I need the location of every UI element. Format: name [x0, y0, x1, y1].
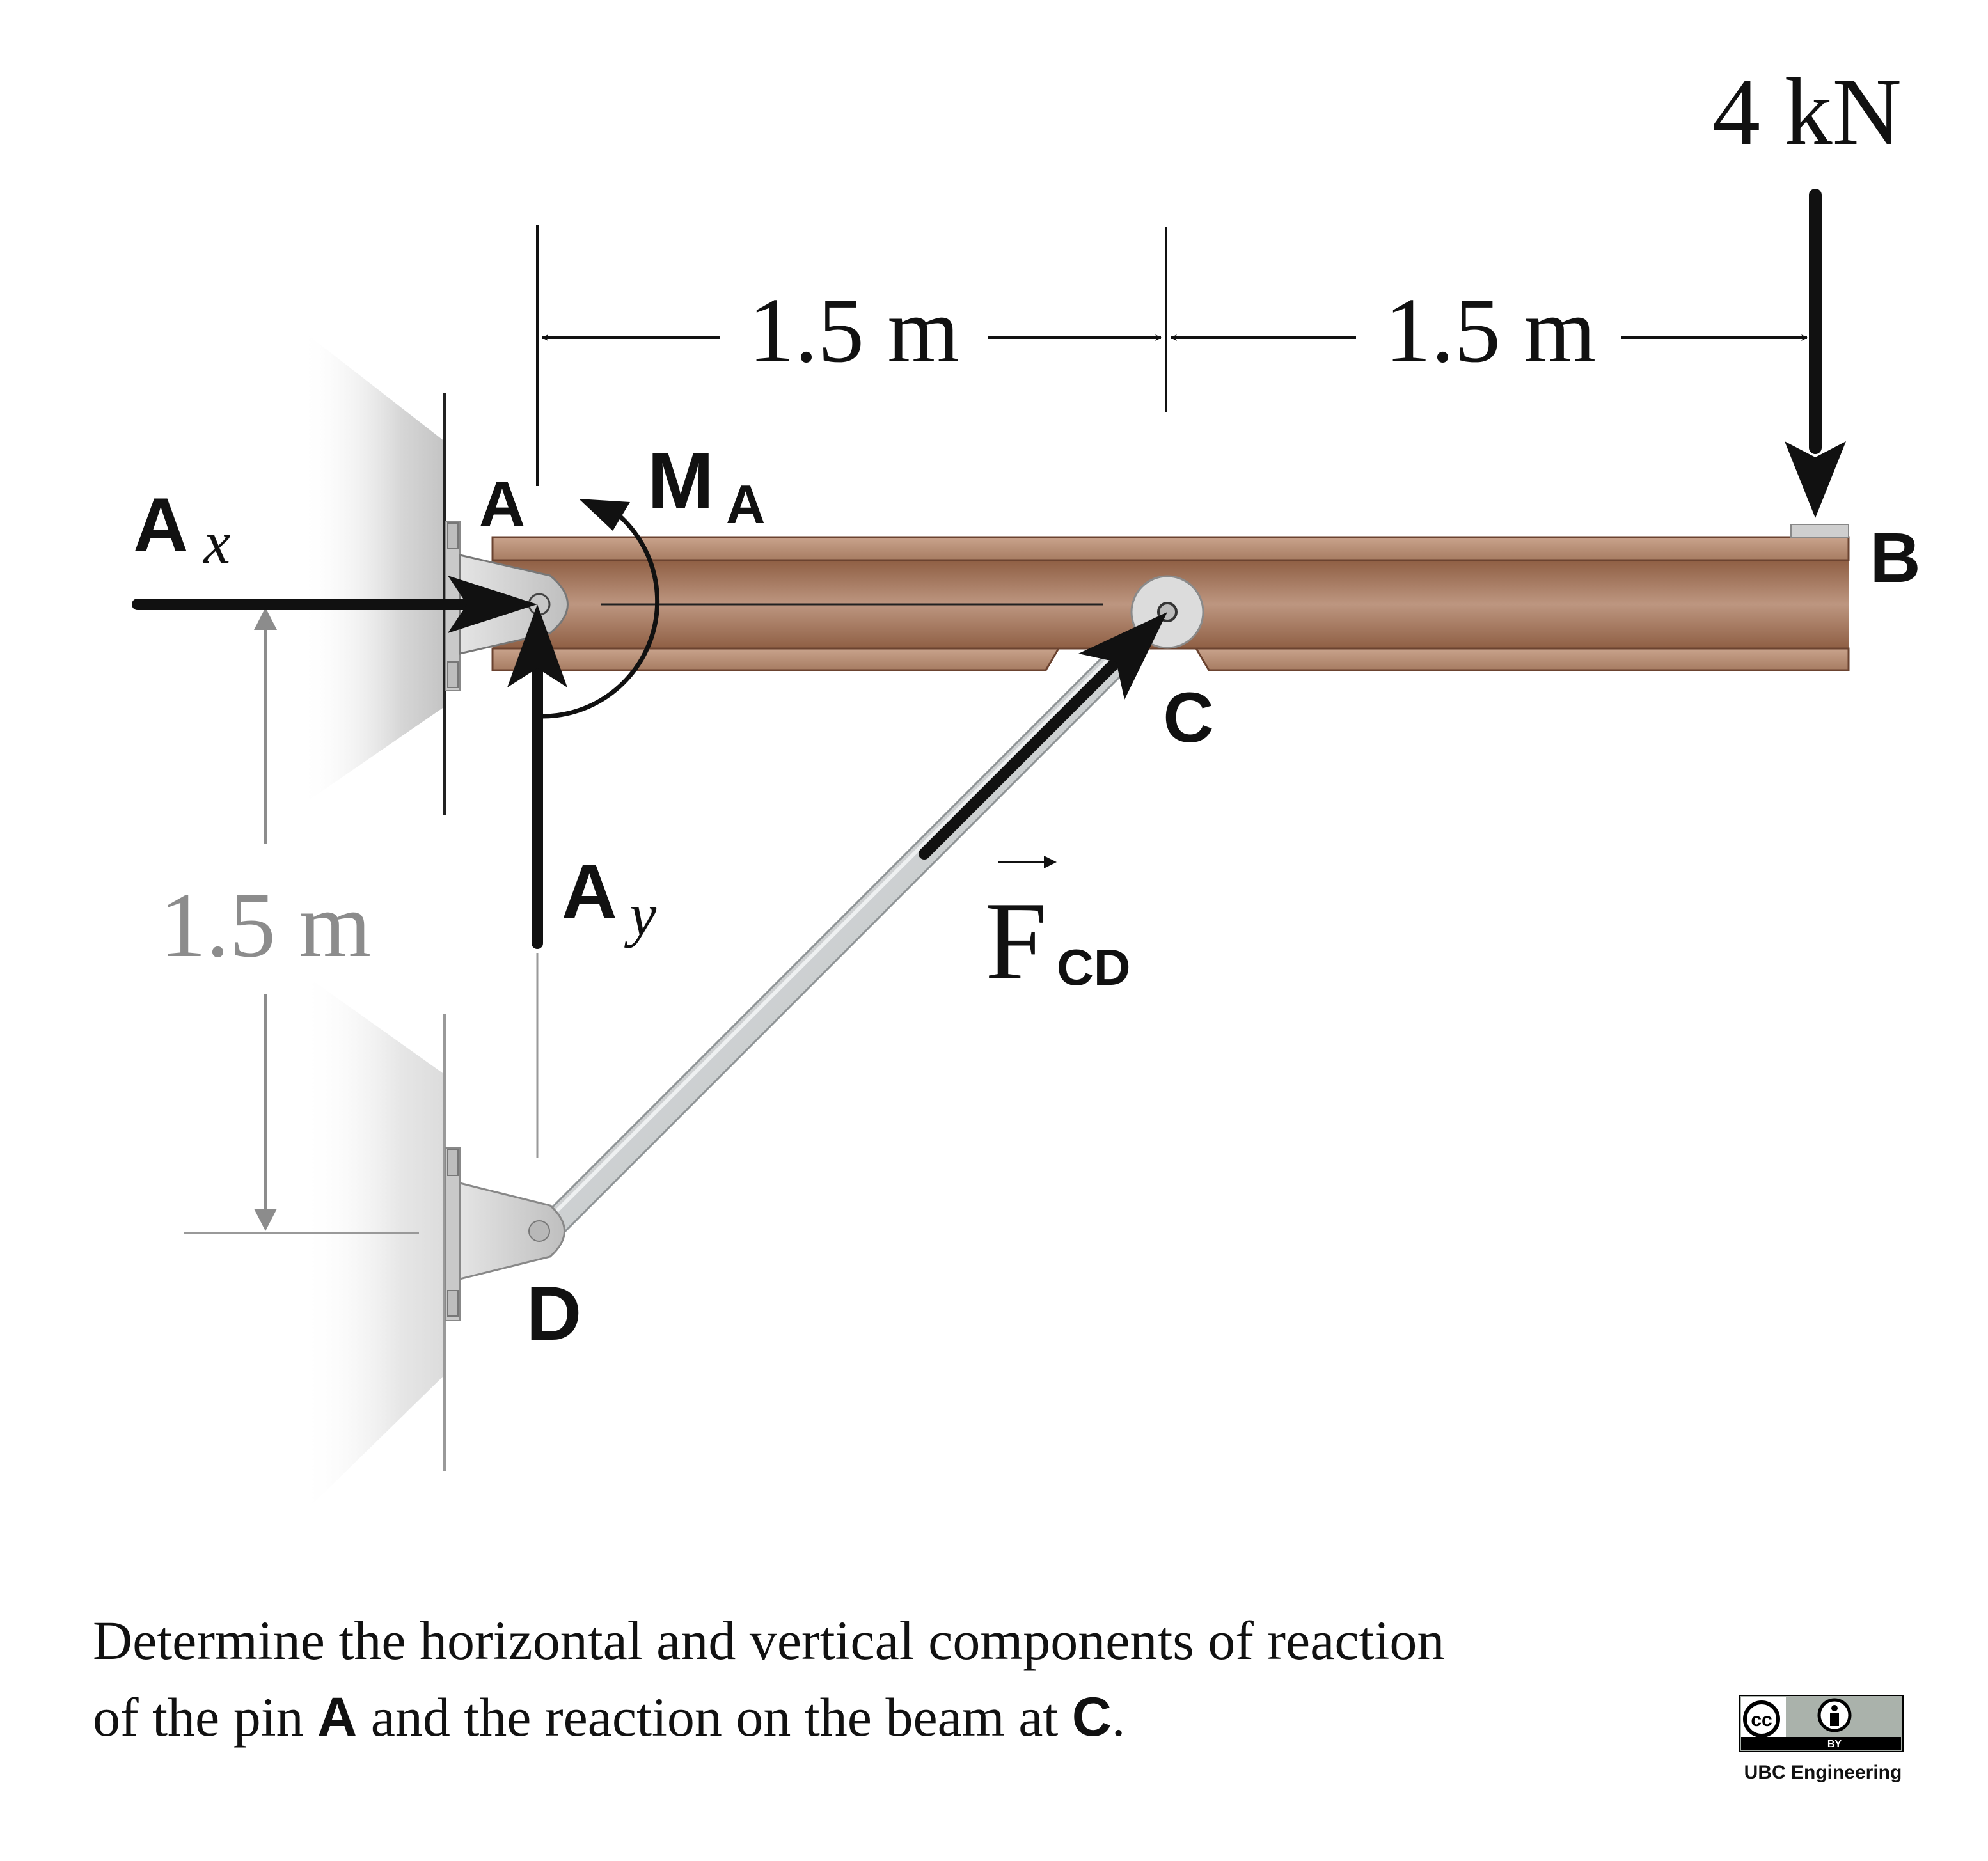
fcd-vector-bar	[998, 856, 1057, 868]
ay-label-main: A	[562, 849, 617, 934]
dimension-top	[537, 225, 1807, 486]
problem-point-a: A	[317, 1686, 358, 1748]
fcd-label-sub: CD	[1057, 939, 1131, 996]
load-4kn-arrow	[1785, 195, 1846, 518]
problem-point-c: C	[1071, 1686, 1112, 1748]
dim-ac-label: 1.5 m	[748, 279, 960, 382]
cc-by-license-badge	[1739, 1695, 1904, 1752]
by-label: BY	[1827, 1739, 1842, 1750]
point-b-label: B	[1870, 519, 1921, 597]
dim-cb-label: 1.5 m	[1384, 279, 1597, 382]
fcd-label-main: F	[985, 879, 1048, 1003]
ma-label-main: M	[647, 437, 714, 526]
problem-line-2	[93, 1679, 1692, 1755]
point-d-label: D	[526, 1271, 582, 1356]
point-a-label: A	[478, 468, 526, 540]
wall-upper	[301, 329, 445, 815]
ma-label-sub: A	[726, 475, 766, 535]
ay-label-sub: y	[629, 881, 657, 948]
problem-line-2-end: .	[1111, 1686, 1126, 1748]
ax-label-main: A	[133, 482, 189, 568]
problem-line-2-mid: and the reaction on the beam at	[357, 1686, 1072, 1748]
dim-ad-label: 1.5 m	[159, 874, 372, 977]
problem-statement	[93, 1602, 1692, 1755]
credit-ubc-engineering: UBC Engineering	[1744, 1762, 1902, 1783]
problem-line-2-pre: of the pin	[93, 1686, 318, 1748]
point-c-label: C	[1163, 679, 1214, 757]
cc-icon-text: cc	[1751, 1709, 1772, 1731]
ax-label-sub: x	[203, 508, 231, 576]
problem-line-1: Determine the horizontal and vertical components of reaction	[93, 1610, 1445, 1671]
wall-lower	[301, 972, 445, 1516]
load-label: 4 kN	[1712, 59, 1902, 165]
